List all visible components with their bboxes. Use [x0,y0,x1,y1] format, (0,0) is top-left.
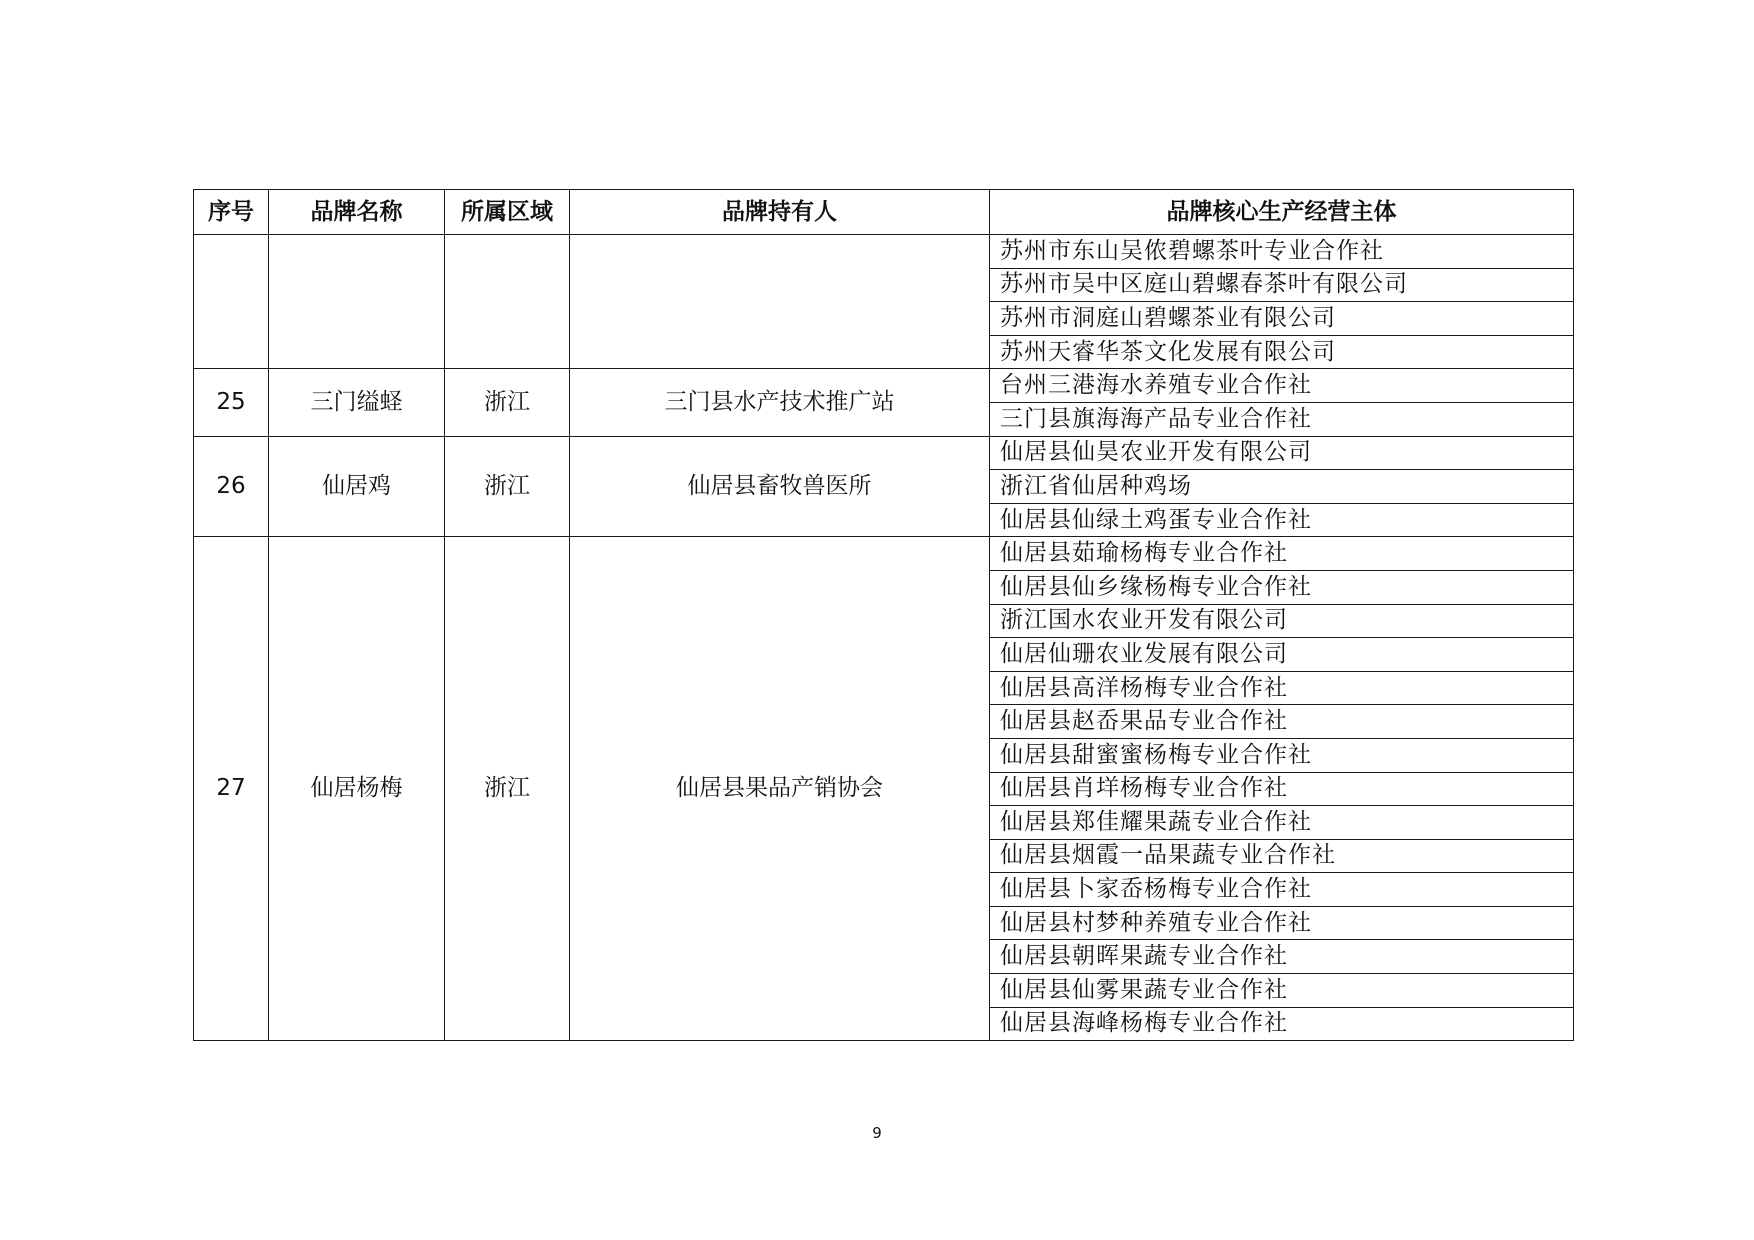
index-cell: 26 [194,436,269,537]
page-number: 9 [872,1124,882,1142]
header-region: 所属区域 [445,190,570,235]
entity-cell: 仙居县村梦种养殖专业合作社 [990,906,1574,940]
entity-cell: 仙居县茹瑜杨梅专业合作社 [990,537,1574,571]
table-header-row [194,190,1574,235]
brand-name-cell: 三门缢蛏 [269,369,445,436]
continued-holder-cell [570,235,990,369]
holder-cell: 仙居县畜牧兽医所 [570,436,990,537]
entity-cell: 台州三港海水养殖专业合作社 [990,369,1574,403]
region-cell: 浙江 [445,436,570,537]
header-entities: 品牌核心生产经营主体 [990,190,1574,235]
entity-cell: 仙居县仙绿土鸡蛋专业合作社 [990,503,1574,537]
entity-cell: 仙居县海峰杨梅专业合作社 [990,1007,1574,1041]
table-row [194,235,1574,269]
entity-cell: 仙居县仙乡缘杨梅专业合作社 [990,570,1574,604]
entity-cell: 苏州天睿华茶文化发展有限公司 [990,335,1574,369]
entity-cell: 苏州市吴中区庭山碧螺春茶叶有限公司 [990,268,1574,302]
holder-cell: 三门县水产技术推广站 [570,369,990,436]
entity-cell: 仙居县高洋杨梅专业合作社 [990,671,1574,705]
table-row [194,369,1574,403]
entity-cell: 仙居县郑佳耀果蔬专业合作社 [990,806,1574,840]
index-cell: 27 [194,537,269,1041]
entity-cell: 仙居县肖垟杨梅专业合作社 [990,772,1574,806]
entity-cell: 浙江国水农业开发有限公司 [990,604,1574,638]
continued-region-cell [445,235,570,369]
entity-cell: 仙居县朝晖果蔬专业合作社 [990,940,1574,974]
index-cell: 25 [194,369,269,436]
continued-brand-cell [269,235,445,369]
continued-index-cell [194,235,269,369]
brand-name-cell: 仙居杨梅 [269,537,445,1041]
header-holder: 品牌持有人 [570,190,990,235]
entity-cell: 仙居县仙雾果蔬专业合作社 [990,974,1574,1008]
region-cell: 浙江 [445,537,570,1041]
entity-cell: 仙居县仙昊农业开发有限公司 [990,436,1574,470]
entity-cell: 仙居县赵岙果品专业合作社 [990,705,1574,739]
holder-cell: 仙居县果品产销协会 [570,537,990,1041]
table-row [194,436,1574,470]
table-row [194,537,1574,571]
entity-cell: 仙居县甜蜜蜜杨梅专业合作社 [990,738,1574,772]
region-cell: 浙江 [445,369,570,436]
brand-table [193,189,1574,1041]
entity-cell: 浙江省仙居种鸡场 [990,470,1574,504]
header-brand-name: 品牌名称 [269,190,445,235]
entity-cell: 仙居仙珊农业发展有限公司 [990,638,1574,672]
header-index: 序号 [194,190,269,235]
entity-cell: 三门县旗海海产品专业合作社 [990,402,1574,436]
entity-cell: 苏州市东山吴侬碧螺茶叶专业合作社 [990,235,1574,269]
entity-cell: 仙居县烟霞一品果蔬专业合作社 [990,839,1574,873]
brand-name-cell: 仙居鸡 [269,436,445,537]
entity-cell: 仙居县卜家岙杨梅专业合作社 [990,873,1574,907]
entity-cell: 苏州市洞庭山碧螺茶业有限公司 [990,302,1574,336]
